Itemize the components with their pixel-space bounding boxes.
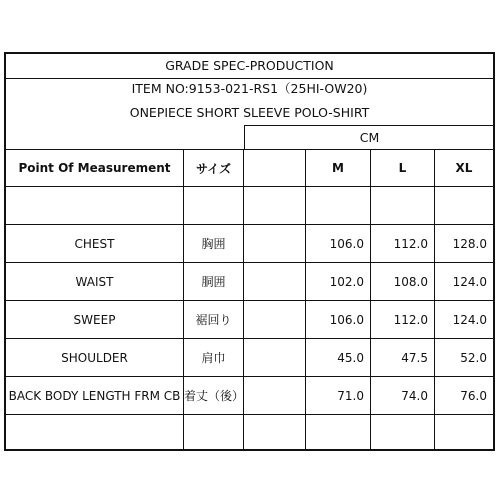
header-cell-size-jp: サイズ — [184, 149, 244, 186]
table-cell-blank — [244, 300, 306, 338]
table-cell-blank — [244, 186, 306, 224]
table-cell-point-of-measurement — [6, 414, 184, 449]
table-cell-blank — [244, 224, 306, 262]
table-cell-size-m: 71.0 — [306, 376, 371, 414]
table-cell-size-jp: 胸囲 — [184, 224, 244, 262]
table-cell-size-l: 47.5 — [371, 338, 435, 376]
table-cell-size-xl — [435, 414, 493, 449]
sheet-title: GRADE SPEC-PRODUCTION — [6, 54, 493, 79]
title-block — [6, 54, 493, 129]
table-cell-point-of-measurement: BACK BODY LENGTH FRM CB — [6, 376, 184, 414]
table-cell-size-jp: 胴囲 — [184, 262, 244, 300]
table-cell-size-m: 102.0 — [306, 262, 371, 300]
table-cell-size-jp — [184, 186, 244, 224]
table-cell-blank — [244, 376, 306, 414]
table-cell-size-l — [371, 414, 435, 449]
table-cell-size-m — [306, 414, 371, 449]
header-cell-size-l: L — [371, 149, 435, 186]
table-cell-size-m: 106.0 — [306, 224, 371, 262]
table-cell-size-m: 45.0 — [306, 338, 371, 376]
header-cell-blank — [244, 149, 306, 186]
table-cell-size-l — [371, 186, 435, 224]
table-cell-size-l: 112.0 — [371, 300, 435, 338]
table-cell-size-xl: 76.0 — [435, 376, 493, 414]
table-cell-blank — [244, 262, 306, 300]
unit-label: CM — [244, 125, 494, 150]
table-cell-blank — [244, 338, 306, 376]
table-cell-size-l: 112.0 — [371, 224, 435, 262]
table-cell-point-of-measurement: CHEST — [6, 224, 184, 262]
table-cell-size-jp: 裾回り — [184, 300, 244, 338]
table-cell-size-xl: 124.0 — [435, 262, 493, 300]
item-number: ITEM NO:9153-021-RS1（25HI-OW20) — [131, 81, 368, 96]
table-cell-size-jp: 肩巾 — [184, 338, 244, 376]
table-cell-size-m: 106.0 — [306, 300, 371, 338]
table-cell-size-xl — [435, 186, 493, 224]
table-cell-size-m — [306, 186, 371, 224]
measurement-table — [6, 149, 493, 449]
table-cell-size-l: 108.0 — [371, 262, 435, 300]
table-cell-size-jp: 着丈（後） — [184, 376, 244, 414]
product-name: ONEPIECE SHORT SLEEVE POLO-SHIRT — [129, 105, 370, 120]
table-cell-point-of-measurement: SWEEP — [6, 300, 184, 338]
table-cell-point-of-measurement: WAIST — [6, 262, 184, 300]
table-cell-size-xl: 124.0 — [435, 300, 493, 338]
header-cell-size-m: M — [306, 149, 371, 186]
table-cell-blank — [244, 414, 306, 449]
header-cell-point-of-measurement: Point Of Measurement — [6, 149, 184, 186]
table-cell-size-xl: 52.0 — [435, 338, 493, 376]
spec-sheet — [4, 52, 495, 451]
header-cell-size-xl: XL — [435, 149, 493, 186]
table-cell-size-jp — [184, 414, 244, 449]
table-cell-point-of-measurement — [6, 186, 184, 224]
table-cell-point-of-measurement: SHOULDER — [6, 338, 184, 376]
table-cell-size-xl: 128.0 — [435, 224, 493, 262]
table-cell-size-l: 74.0 — [371, 376, 435, 414]
